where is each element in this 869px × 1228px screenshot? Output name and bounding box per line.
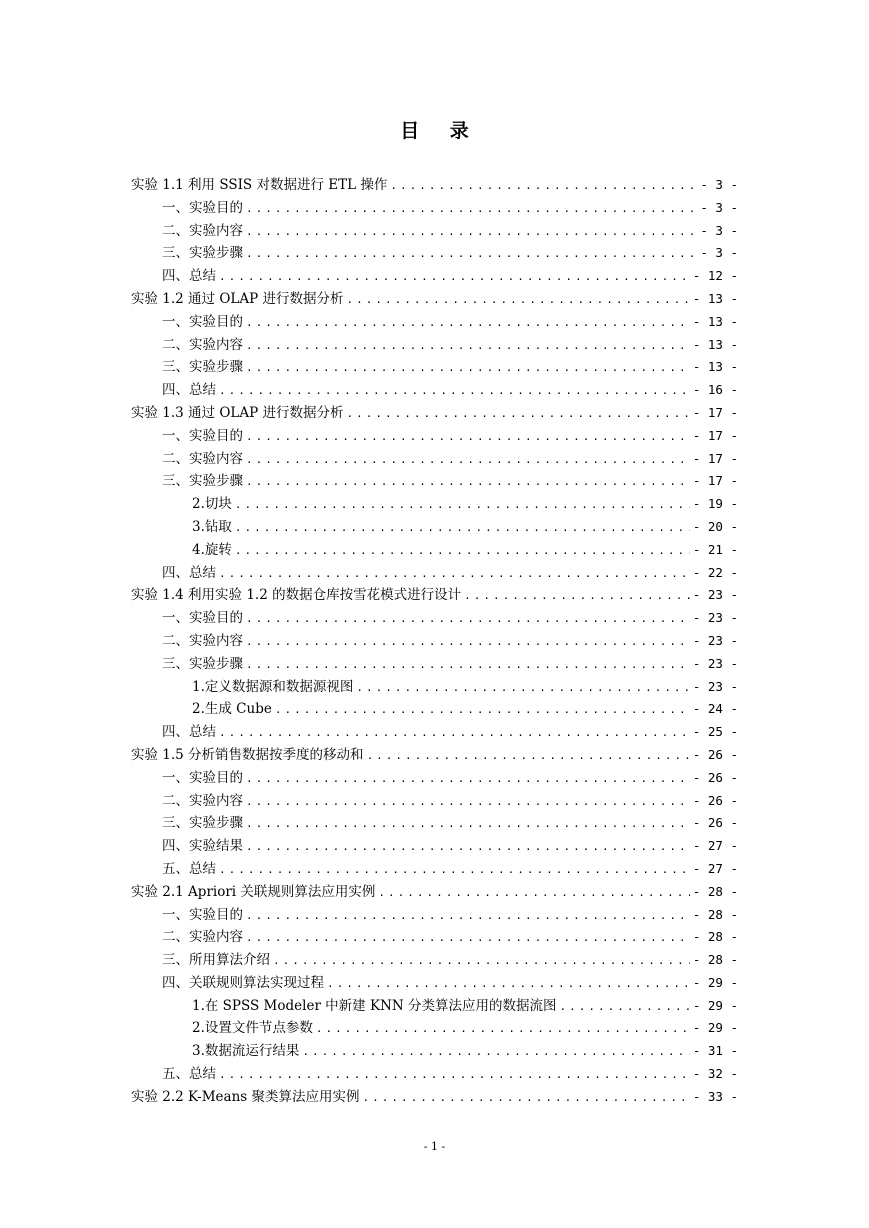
toc-entry-page: - 31 -: [692, 1043, 738, 1059]
toc-entry[interactable]: [131, 698, 738, 721]
toc-entry-title: 一、实验目的: [162, 313, 243, 330]
toc-entry[interactable]: [131, 676, 738, 699]
toc-entry-title: 三、所用算法介绍: [162, 952, 270, 969]
toc-entry-title: 二、实验内容: [162, 929, 243, 946]
toc-entry[interactable]: [131, 653, 738, 676]
toc-entry-title: 2.切块: [192, 496, 232, 513]
toc-entry-page: - 24 -: [692, 701, 738, 717]
toc-entry-title: 四、总结: [162, 268, 216, 285]
toc-entry-title: 三、实验步骤: [162, 359, 243, 376]
toc-entry-page: - 27 -: [692, 838, 738, 854]
toc-entry[interactable]: [131, 356, 738, 379]
toc-entry[interactable]: [131, 584, 738, 607]
toc-entry-page: - 23 -: [692, 678, 738, 694]
toc-entry-page: - 13 -: [692, 290, 738, 306]
toc-entry[interactable]: [131, 562, 738, 585]
toc-entry-page: - 28 -: [692, 906, 738, 922]
toc-entry-title: 一、实验目的: [162, 610, 243, 627]
toc-entry[interactable]: [131, 721, 738, 744]
toc-leader-dots: [246, 905, 690, 928]
toc-leader-dots: [316, 1018, 690, 1041]
toc-leader-dots: [246, 243, 697, 266]
toc-entry-title: 三、实验步骤: [162, 655, 243, 672]
toc-entry-title: 一、实验目的: [162, 906, 243, 923]
toc-entry-title: 一、实验目的: [162, 769, 243, 786]
toc-entry-page: - 13 -: [692, 359, 738, 375]
toc-leader-dots: [327, 973, 690, 996]
toc-entry-title: 四、总结: [162, 382, 216, 399]
toc-entry-title: 一、实验目的: [162, 427, 243, 444]
toc-entry[interactable]: [131, 630, 738, 653]
toc-leader-dots: [246, 357, 690, 380]
toc-entry[interactable]: [131, 493, 738, 516]
toc-entry-page: - 22 -: [692, 564, 738, 580]
toc-entry[interactable]: [131, 242, 738, 265]
toc-entry[interactable]: [131, 539, 738, 562]
toc-entry-page: - 12 -: [692, 268, 738, 284]
toc-entry-page: - 26 -: [692, 746, 738, 762]
toc-leader-dots: [235, 540, 690, 563]
toc-entry[interactable]: [131, 379, 738, 402]
toc-entry[interactable]: [131, 949, 738, 972]
toc-entry-title: 2.设置文件节点参数: [192, 1020, 313, 1037]
toc-leader-dots: [246, 836, 690, 859]
toc-leader-dots: [246, 426, 690, 449]
toc-entry-page: - 29 -: [692, 1020, 738, 1036]
toc-entry[interactable]: [131, 470, 738, 493]
toc-entry-title: 1.在 SPSS Modeler 中新建 KNN 分类算法应用的数据流图: [192, 997, 557, 1014]
toc-entry-page: - 28 -: [692, 883, 738, 899]
toc-leader-dots: [378, 882, 689, 905]
toc-entry-page: - 29 -: [692, 974, 738, 990]
toc-entry-page: - 26 -: [692, 769, 738, 785]
toc-entry-title: 4.旋转: [192, 541, 232, 558]
toc-entry-page: - 25 -: [692, 724, 738, 740]
toc-entry-page: - 27 -: [692, 860, 738, 876]
toc-entry[interactable]: [131, 334, 738, 357]
toc-entry[interactable]: [131, 288, 738, 311]
toc-entry[interactable]: [131, 995, 738, 1018]
toc-entry[interactable]: [131, 926, 738, 949]
toc-entry-title: 实验 1.2 通过 OLAP 进行数据分析: [131, 290, 344, 307]
toc-entry[interactable]: [131, 607, 738, 630]
toc-entry-page: - 16 -: [692, 382, 738, 398]
toc-entry[interactable]: [131, 311, 738, 334]
toc-entry-title: 一、实验目的: [162, 199, 243, 216]
toc-leader-dots: [235, 494, 690, 517]
toc-entry-page: - 3 -: [700, 245, 738, 261]
toc-leader-dots: [219, 380, 690, 403]
toc-entry-title: 实验 1.1 利用 SSIS 对数据进行 ETL 操作: [131, 177, 388, 193]
toc-entry-page: - 17 -: [692, 404, 738, 420]
toc-entry-page: - 13 -: [692, 313, 738, 329]
toc-leader-dots: [219, 859, 690, 882]
toc-entry-title: 二、实验内容: [162, 336, 243, 353]
toc-entry-title: 二、实验内容: [162, 632, 243, 649]
toc-leader-dots: [356, 677, 689, 700]
toc-leader-dots: [246, 471, 690, 494]
toc-entry[interactable]: [131, 197, 738, 220]
toc-entry-page: - 23 -: [692, 632, 738, 648]
toc-leader-dots: [559, 996, 689, 1019]
toc-leader-dots: [235, 517, 690, 540]
toc-entry[interactable]: [131, 835, 738, 858]
toc-entry[interactable]: [131, 425, 738, 448]
toc-leader-dots: [302, 1041, 689, 1064]
toc-leader-dots: [219, 266, 690, 289]
toc-entry-page: - 13 -: [692, 336, 738, 352]
toc-entry-title: 二、实验内容: [162, 450, 243, 467]
toc-leader-dots: [246, 335, 690, 358]
toc-entry-title: 实验 2.1 Apriori 关联规则算法应用实例: [131, 883, 376, 900]
toc-entry-title: 实验 1.4 利用实验 1.2 的数据仓库按雪花模式进行设计: [131, 587, 462, 604]
toc-entry[interactable]: [131, 174, 738, 197]
toc-leader-dots: [246, 631, 690, 654]
toc-leader-dots: [246, 312, 690, 335]
toc-entry-title: 四、关联规则算法实现过程: [162, 974, 324, 991]
toc-entry[interactable]: [131, 858, 738, 881]
toc-leader-dots: [390, 175, 697, 198]
toc-entry-page: - 32 -: [692, 1066, 738, 1082]
toc-entry[interactable]: [131, 265, 738, 288]
toc-entry[interactable]: [131, 1063, 738, 1086]
toc-entry[interactable]: [131, 881, 738, 904]
toc-entry[interactable]: [131, 972, 738, 995]
toc-entry-page: - 17 -: [692, 473, 738, 489]
toc-leader-dots: [363, 1087, 690, 1110]
toc-leader-dots: [219, 722, 690, 745]
toc-leader-dots: [246, 791, 690, 814]
toc-entry[interactable]: [131, 744, 738, 767]
toc-entry-page: - 28 -: [692, 929, 738, 945]
toc-leader-dots: [219, 563, 690, 586]
toc-entry[interactable]: [131, 402, 738, 425]
toc-entry-title: 三、实验步骤: [162, 815, 243, 832]
toc-entry-page: - 21 -: [692, 541, 738, 557]
toc-leader-dots: [246, 198, 697, 221]
toc-leader-dots: [219, 1064, 690, 1087]
toc-entry-title: 三、实验步骤: [162, 245, 243, 262]
toc-entry-title: 四、总结: [162, 724, 216, 741]
toc-leader-dots: [246, 221, 697, 244]
toc-entry-page: - 23 -: [692, 587, 738, 603]
toc-entry-page: - 23 -: [692, 655, 738, 671]
toc-entry-page: - 3 -: [700, 222, 738, 238]
toc-entry-title: 实验 1.5 分析销售数据按季度的移动和: [131, 746, 364, 763]
toc-leader-dots: [246, 449, 690, 472]
toc-entry-title: 实验 2.2 K-Means 聚类算法应用实例: [131, 1088, 360, 1105]
toc-entry[interactable]: [131, 448, 738, 471]
toc-entry-page: - 26 -: [692, 792, 738, 808]
toc-entry-page: - 33 -: [692, 1088, 738, 1104]
toc-leader-dots: [464, 585, 690, 608]
toc-leader-dots: [347, 289, 690, 312]
toc-leader-dots: [246, 768, 690, 791]
toc-entry-page: - 28 -: [692, 952, 738, 968]
toc-leader-dots: [275, 699, 690, 722]
toc-entry[interactable]: [131, 516, 738, 539]
toc-leader-dots: [246, 608, 690, 631]
toc-entry-title: 四、实验结果: [162, 838, 243, 855]
toc-entry-page: - 17 -: [692, 450, 738, 466]
toc-entry[interactable]: [131, 1086, 738, 1109]
toc-entry-page: - 19 -: [692, 496, 738, 512]
toc-leader-dots: [273, 950, 690, 973]
toc-entry-title: 2.生成 Cube: [192, 701, 272, 718]
toc-leader-dots: [347, 403, 690, 426]
toc-entry-title: 二、实验内容: [162, 222, 243, 239]
toc-entry-page: - 20 -: [692, 518, 738, 534]
toc-entry-title: 3.数据流运行结果: [192, 1043, 300, 1060]
page-title: 目 录: [400, 120, 481, 142]
toc-entry-title: 四、总结: [162, 564, 216, 581]
toc-leader-dots: [367, 745, 690, 768]
toc-entry-title: 实验 1.3 通过 OLAP 进行数据分析: [131, 404, 344, 421]
toc-entry-page: - 26 -: [692, 815, 738, 831]
page-number-footer: - 1 -: [423, 1140, 446, 1153]
toc-entry[interactable]: [131, 1017, 738, 1040]
toc-entry-page: - 3 -: [700, 199, 738, 215]
toc-entry-page: - 3 -: [700, 177, 738, 192]
toc-entry-page: - 17 -: [692, 427, 738, 443]
toc-entry[interactable]: [131, 904, 738, 927]
toc-entry[interactable]: [131, 1040, 738, 1063]
toc-entry-title: 3.钻取: [192, 518, 232, 535]
toc-entry[interactable]: [131, 812, 738, 835]
toc-leader-dots: [246, 813, 690, 836]
toc-entry[interactable]: [131, 220, 738, 243]
toc-entry-title: 1.定义数据源和数据源视图: [192, 678, 354, 695]
toc-leader-dots: [246, 654, 690, 677]
toc-entry[interactable]: [131, 790, 738, 813]
toc-leader-dots: [246, 927, 690, 950]
toc-entry-title: 二、实验内容: [162, 792, 243, 809]
toc-entry-title: 五、总结: [162, 860, 216, 877]
toc-entry-page: - 23 -: [692, 610, 738, 626]
table-of-contents: [131, 174, 738, 1109]
toc-entry[interactable]: [131, 767, 738, 790]
toc-entry-title: 五、总结: [162, 1066, 216, 1083]
toc-entry-title: 三、实验步骤: [162, 473, 243, 490]
toc-entry-page: - 29 -: [692, 997, 738, 1013]
